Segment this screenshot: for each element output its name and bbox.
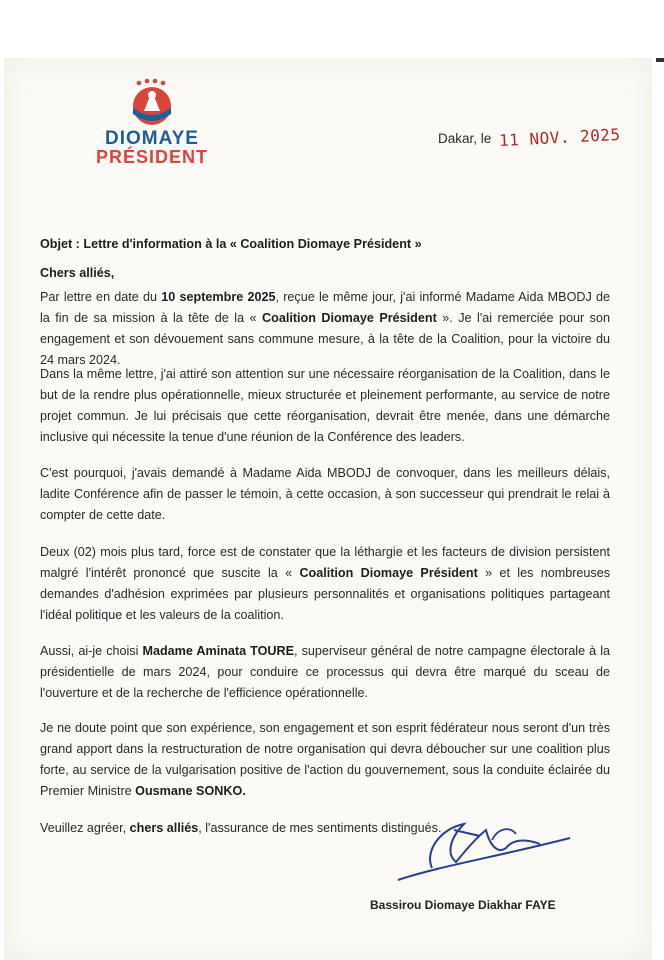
paragraph-5: Aussi, ai-je choisi Madame Aminata TOURE, superviseur général de notre campagne électorale à la présidentielle de mars 2024, pour conduire ce processus qui devra être marqué du sceau de l'ouverture et de la recherche de l'efficience opérationnelle.: [40, 644, 610, 700]
logo-emblem-icon: [119, 78, 185, 126]
page-edge-mark: [656, 58, 664, 62]
subject-label: Objet: [40, 237, 73, 251]
subject-line: [40, 234, 610, 255]
paragraph-6: Je ne doute point que son expérience, son engagement et son esprit fédérateur nous seront d'un très grand apport dans la restructuration de notre organisation qui devra déboucher sur une coalition plus forte, au service de la vulgarisation positive de l'action du gouvernement, sous la conduite éclairée du Premier Ministre Ousmane SONKO.: [40, 721, 610, 798]
logo-text-diomaye: DIOMAYE: [105, 128, 199, 149]
paragraph-3: C'est pourquoi, j'avais demandé à Madame Aida MBODJ de convoquer, dans les meilleurs délais, ladite Conférence afin de passer le témoin, à cette occasion, à son successeur qui prendrait le relai à compter de cette date.: [40, 466, 610, 522]
paragraph-2: Dans la même lettre, j'ai attiré son attention sur une nécessaire réorganisation de la Coalition, dans le but de la rendre plus opérationnelle, mieux structurée et pleinement performante, au service de notre projet commun. Je lui précisais que cette réorganisation, devrait être menée, dans une démarche inclusive qui nécessite la tenue d'une réunion de la Conférence des leaders.: [40, 367, 610, 444]
paragraph-4: Deux (02) mois plus tard, force est de constater que la léthargie et les facteurs de division persistent malgré l'intérêt prononcé que suscite la « Coalition Diomaye Président » et les nombreuses demandes d'adhésion exprimées par plusieurs personnalités et organisations politiques partageant l'idéal politique et les valeurs de la coalition.: [40, 545, 610, 622]
salutation: Chers alliés,: [40, 266, 115, 280]
signer-name: Bassirou Diomaye Diakhar FAYE: [370, 898, 556, 912]
date-stamp: 11 NOV. 2025: [498, 124, 622, 151]
date-prefix: Dakar, le: [438, 131, 492, 146]
logo-text-president: PRÉSIDENT: [95, 147, 209, 167]
subject-text: : Lettre d'information à la « Coalition Diomaye Président »: [72, 237, 422, 251]
dateline: [438, 124, 622, 151]
paragraph-1: Par lettre en date du 10 septembre 2025, reçue le même jour, j'ai informé Madame Aida MBODJ de la fin de sa mission à la tête de la « Coalition Diomaye Président ». Je l'ai remerciée pour son engagement et son dévouement sans commune mesure, à la tête de la Coalition, pour la victoire du 24 mars 2024.: [40, 290, 610, 367]
coalition-logo: [82, 78, 222, 167]
handwritten-signature: [380, 810, 580, 900]
closing-line: Veuillez agréer, chers alliés, l'assurance de mes sentiments distingués.: [40, 821, 442, 835]
